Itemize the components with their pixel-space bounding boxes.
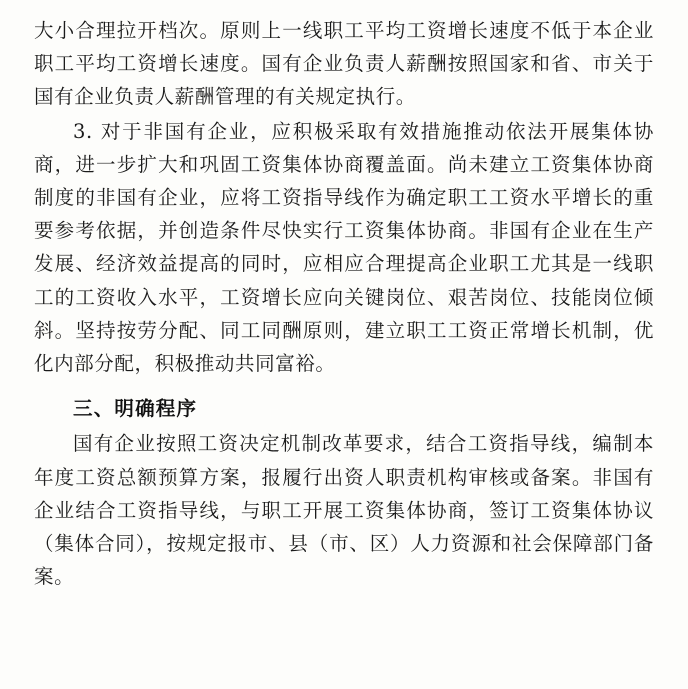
section-spacer — [34, 381, 654, 386]
paragraph-procedures: 国有企业按照工资决定机制改革要求，结合工资指导线，编制本年度工资总额预算方案，报履行出资人职责机构审核或备案。非国有企业结合工资指导线，与职工开展工资集体协商，签订工资集体协议（集体合同），按规定报市、县（市、区）人力资源和社会保障部门备案。 — [34, 432, 654, 589]
paragraph-continuation: 大小合理拉开档次。原则上一线职工平均工资增长速度不低于本企业职工平均工资增长速度。国有企业负责人薪酬按照国家和省、市关于国有企业负责人薪酬管理的有关规定执行。 — [34, 19, 654, 109]
paragraph-item-3: 3. 对于非国有企业，应积极采取有效措施推动依法开展集体协商，进一步扩大和巩固工资集体协商覆盖面。尚未建立工资集体协商制度的非国有企业，应将工资指导线作为确定职工工资水平增长的重要参考依据，并创造条件尽快实行工资集体协商。非国有企业在生产发展、经济效益提高的同时，应相应合理提高企业职工尤其是一线职工的工资收入水平，工资增长应向关键岗位、艰苦岗位、技能岗位倾斜。坚持按劳分配、同工同酬原则，建立职工工资正常增长机制，优化内部分配，积极推动共同富裕。 — [34, 119, 654, 376]
section-heading-three: 三、明确程序 — [73, 397, 198, 421]
